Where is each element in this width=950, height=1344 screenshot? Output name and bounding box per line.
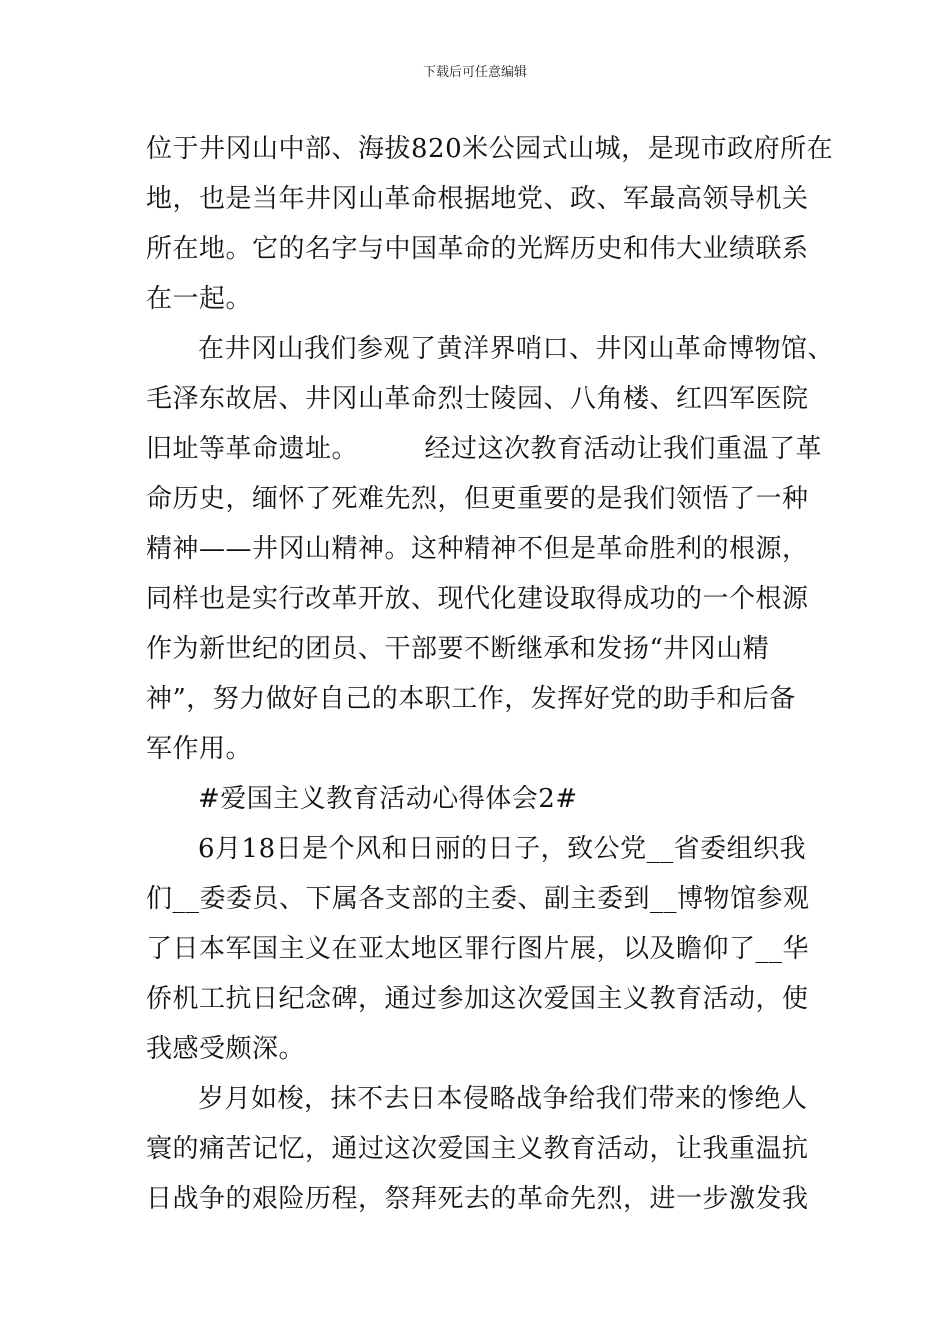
text-line: 岁月如梭，抹不去日本侵略战争给我们带来的惨绝人 [198,1084,808,1114]
text-line: 位于井冈山中部、海拔820米公园式山城，是现市政府所在 [146,134,834,164]
text-line: 作为新世纪的团员、干部要不断继承和发扬“井冈山精 [146,634,770,664]
text-line: 在井冈山我们参观了黄洋界哨口、井冈山革命博物馆、 [198,334,835,364]
text-line: #爱国主义教育活动心得体会2# [198,784,578,814]
text-line: 所在地。它的名字与中国革命的光辉历史和伟大业绩联系 [146,234,809,264]
text-line: 同样也是实行改革开放、现代化建设取得成功的一个根源 [146,584,809,614]
document-body [146,124,835,1224]
text-line: 精神——井冈山精神。这种精神不但是革命胜利的根源， [146,534,809,564]
text-line: 旧址等革命遗址。 经过这次教育活动让我们重温了革 [146,434,823,464]
text-line: 地，也是当年井冈山革命根据地党、政、军最高领导机关 [146,184,809,214]
page-header: 下载后可任意编辑 [422,65,527,80]
text-line: 了日本军国主义在亚太地区罪行图片展，以及瞻仰了__华 [146,934,810,964]
paragraph [146,824,826,1074]
paragraph [146,1074,826,1224]
text-line: 日战争的艰险历程，祭拜死去的革命先烈，进一步激发我 [146,1184,809,1214]
text-line: 军作用。 [146,734,253,764]
text-line: 寰的痛苦记忆，通过这次爱国主义教育活动，让我重温抗 [146,1134,809,1164]
paragraph [146,124,834,324]
section-heading [146,774,826,824]
text-line: 我感受颇深。 [146,1034,306,1064]
text-line: 命历史，缅怀了死难先烈，但更重要的是我们领悟了一种 [146,484,809,514]
text-line: 6月18日是个风和日丽的日子，致公党__省委组织我 [198,834,807,864]
text-line: 毛泽东故居、井冈山革命烈士陵园、八角楼、红四军医院 [146,384,809,414]
text-line: 侨机工抗日纪念碑，通过参加这次爱国主义教育活动，使 [146,984,809,1014]
paragraph [146,324,835,774]
text-line: 在一起。 [146,284,253,314]
text-line: 们__委委员、下属各支部的主委、副主委到__博物馆参观 [146,884,810,914]
text-line: 神”，努力做好自己的本职工作，发挥好党的助手和后备 [146,684,796,714]
